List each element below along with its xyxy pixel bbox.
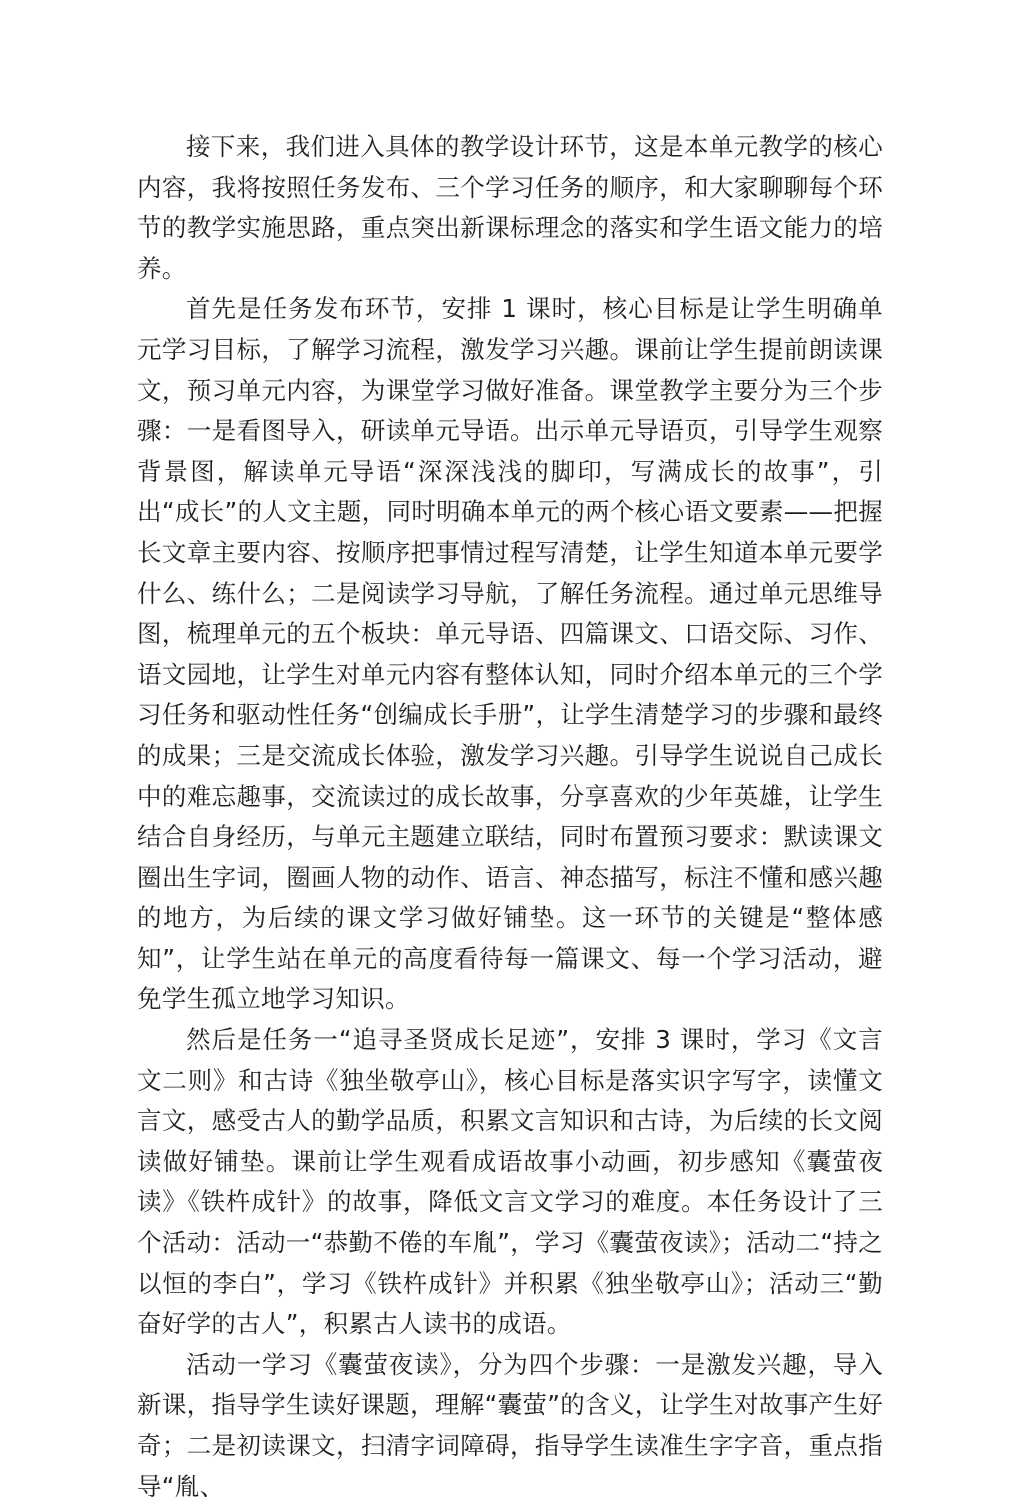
paragraph-task-release: 首先是任务发布环节，安排 1 课时，核心目标是让学生明确单元学习目标，了解学习流程，激发学习兴趣。课前让学生提前朗读课文，预习单元内容，为课堂学习做好准备。课堂教学主要分为三个步骤：一是看图导入，研读单元导语。出示单元导语页，引导学生观察背景图，解读单元导语“深深浅浅的脚印，写满成长的故事”，引出“成长”的人文主题，同时明确本单元的两个核心语文要素——把握长文章主要内容、按顺序把事情过程写清楚，让学生知道本单元要学什么、练什么；二是阅读学习导航，了解任务流程。通过单元思维导图，梳理单元的五个板块：单元导语、四篇课文、口语交际、习作、语文园地，让学生对单元内容有整体认知，同时介绍本单元的三个学习任务和驱动性任务“创编成长手册”，让学生清楚学习的步骤和最终的成果；三是交流成长体验，激发学习兴趣。引导学生说说自己成长中的难忘趣事，交流读过的成长故事，分享喜欢的少年英雄，让学生结合自身经历，与单元主题建立联结，同时布置预习要求：默读课文圈出生字词，圈画人物的动作、语言、神态描写，标注不懂和感兴趣的地方，为后续的课文学习做好铺垫。这一环节的关键是“整体感知”，让学生站在单元的高度看待每一篇课文、每一个学习活动，避免学生孤立地学习知识。 (137, 294, 883, 1014)
paragraph-task-one: 然后是任务一“追寻圣贤成长足迹”，安排 3 课时，学习《文言文二则》和古诗《独坐敬亭山》，核心目标是落实识字写字，读懂文言文，感受古人的勤学品质，积累文言知识和古诗，为后续的长文阅读做好铺垫。课前让学生观看成语故事小动画，初步感知《囊萤夜读》《铁杵成针》的故事，降低文言文学习的难度。本任务设计了三个活动：活动一“恭勤不倦的车胤”，学习《囊萤夜读》；活动二“持之以恒的李白”，学习《铁杵成针》并积累《独坐敬亭山》；活动三“勤奋好学的古人”，积累古人读书的成语。 (137, 1025, 883, 1339)
paragraph-intro: 接下来，我们进入具体的教学设计环节，这是本单元教学的核心内容，我将按照任务发布、三个学习任务的顺序，和大家聊聊每个环节的教学实施思路，重点突出新课标理念的落实和学生语文能力的培养。 (137, 132, 883, 283)
document-body (137, 127, 883, 1507)
paragraph-activity-one: 活动一学习《囊萤夜读》，分为四个步骤：一是激发兴趣，导入新课，指导学生读好课题，理解“囊萤”的含义，让学生对故事产生好奇；二是初读课文，扫清字词障碍，指导学生读准生字字音，重点指导“胤、 (137, 1349, 883, 1501)
